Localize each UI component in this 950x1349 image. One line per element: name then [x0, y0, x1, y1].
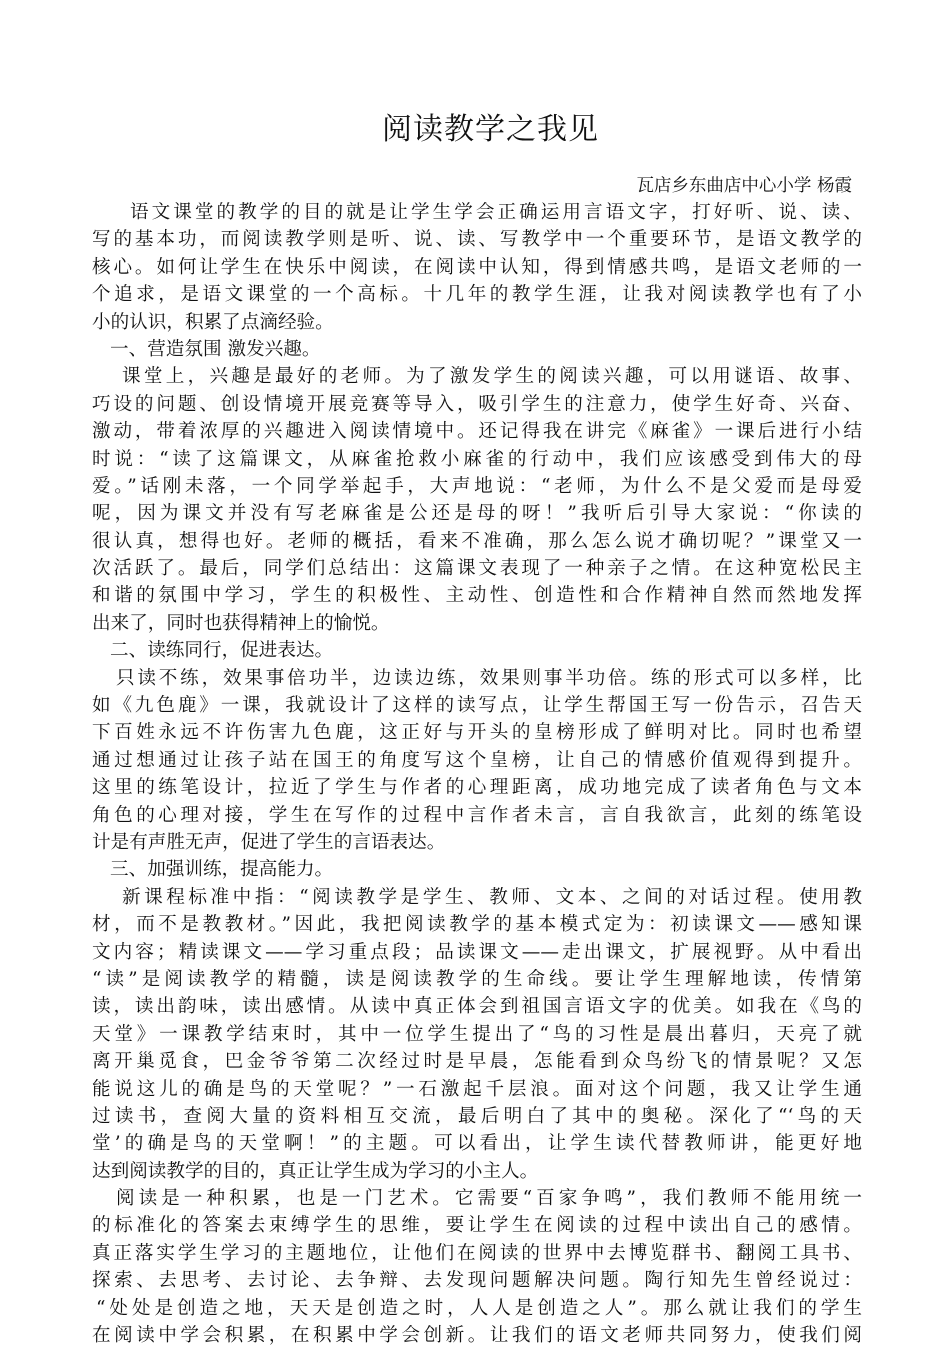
text-line: 的标准化的答案去束缚学生的思维，要让学生在阅读的过程中读出自己的感情。: [92, 1215, 862, 1237]
text-line: 过读书，查阅大量的资料相互交流，最后明白了其中的奥秘。深化了“‘鸟的天: [92, 1105, 862, 1127]
text-line: 三、加强训练，提高能力。: [110, 859, 334, 881]
document-title: 阅读教学之我见: [382, 112, 599, 147]
text-line: 计是有声胜无声，促进了学生的言语表达。: [92, 831, 446, 853]
text-line: 能说这儿的确是鸟的天堂呢？”一石激起千层浪。面对这个问题，我又让学生通: [92, 1078, 862, 1100]
text-line: 次活跃了。最后，同学们总结出：这篇课文表现了一种亲子之情。在这种宽松民主: [92, 558, 862, 580]
text-line: 堂’的确是鸟的天堂啊！”的主题。可以看出，让学生读代替教师讲，能更好地: [92, 1133, 862, 1155]
author-line: 瓦店乡东曲店中心小学 杨霞: [636, 176, 852, 196]
text-line: 文内容；精读课文——学习重点段；品读课文——走出课文，扩展视野。从中看出: [92, 941, 862, 963]
text-line: 达到阅读教学的目的，真正让学生成为学习的小主人。: [92, 1160, 539, 1182]
text-line: 二、读练同行，促进表达。: [110, 640, 334, 662]
text-line: 新课程标准中指：“阅读教学是学生、教师、文本、之间的对话过程。使用教: [122, 886, 862, 908]
document-body: [92, 199, 862, 1349]
text-line: 只读不练，效果事倍功半，边读边练，效果则事半功倍。练的形式可以多样，比: [116, 667, 862, 689]
text-line: 探索、去思考、去讨论、去争辩、去发现问题解决问题。陶行知先生曾经说过：: [92, 1270, 862, 1292]
text-line: 如《九色鹿》一课，我就设计了这样的读写点，让学生帮国王写一份告示，召告天: [92, 695, 862, 717]
text-line: 语文课堂的教学的目的就是让学生学会正确运用言语文字，打好听、说、读、: [130, 202, 862, 223]
text-line: 和谐的氛围中学习，学生的积极性、主动性、创造性和合作精神自然而然地发挥: [92, 585, 862, 607]
text-line: 在阅读中学会积累，在积累中学会创新。让我们的语文老师共同努力，使我们阅: [92, 1325, 862, 1347]
text-line: 小的认识，积累了点滴经验。: [92, 311, 334, 333]
text-line: 激动，带着浓厚的兴趣进入阅读情境中。还记得我在讲完《麻雀》一课后进行小结: [92, 421, 862, 443]
text-line: 阅读是一种积累，也是一门艺术。它需要“百家争鸣”，我们教师不能用统一: [116, 1188, 862, 1210]
text-line: 呢，因为课文并没有写老麻雀是公还是母的呀！”我听后引导大家说：“你读的: [92, 503, 862, 525]
text-line: 核心。如何让学生在快乐中阅读，在阅读中认知，得到情感共鸣，是语文老师的一: [92, 256, 862, 278]
text-line: 天堂》一课教学结束时，其中一位学生提出了“鸟的习性是晨出暮归，天亮了就: [92, 1023, 862, 1045]
text-line: 通过想通过让孩子站在国王的角度写这个皇榜，让自己的情感价值观得到提升。: [92, 749, 862, 771]
text-line: 写的基本功，而阅读教学则是听、说、读、写教学中一个重要环节，是语文教学的: [92, 229, 862, 251]
text-line: 个追求，是语文课堂的一个高标。十几年的教学生涯，让我对阅读教学也有了小: [92, 284, 862, 306]
text-line: 巧设的问题、创设情境开展竞赛等导入，吸引学生的注意力，使学生好奇、兴奋、: [92, 393, 862, 415]
text-line: 离开巢觅食，巴金爷爷第二次经过时是早晨，怎能看到众鸟纷飞的情景呢？又怎: [92, 1051, 862, 1073]
text-line: 读，读出韵味，读出感情。从读中真正体会到祖国言语文字的优美。如我在《鸟的: [92, 996, 862, 1018]
text-line: 出来了，同时也获得精神上的愉悦。: [92, 612, 390, 634]
text-line: 角色的心理对接，学生在写作的过程中言作者未言，言自我欲言，此刻的练笔设: [92, 804, 862, 826]
text-line: 材，而不是教教材。”因此，我把阅读教学的基本模式定为：初读课文——感知课: [92, 914, 862, 936]
text-line: 真正落实学生学习的主题地位，让他们在阅读的世界中去博览群书、翻阅工具书、: [92, 1242, 862, 1264]
text-line: “处处是创造之地，天天是创造之时，人人是创造之人”。那么就让我们的学生: [96, 1297, 862, 1319]
text-line: 这里的练笔设计，拉近了学生与作者的心理距离，成功地完成了读者角色与文本: [92, 777, 862, 799]
text-line: 爱。”话刚未落，一个同学举起手，大声地说：“老师，为什么不是父爱而是母爱: [92, 475, 862, 497]
text-line: “读”是阅读教学的精髓，读是阅读教学的生命线。要让学生理解地读，传情第: [92, 968, 862, 990]
text-line: 下百姓永远不许伤害九色鹿，这正好与开头的皇榜形成了鲜明对比。同时也希望: [92, 722, 862, 744]
text-line: 时说：“读了这篇课文，从麻雀抢救小麻雀的行动中，我们应该感受到伟大的母: [92, 448, 862, 470]
text-line: 很认真，想得也好。老师的概括，看来不准确，那么怎么说才确切呢？”课堂又一: [92, 530, 862, 552]
text-line: 一、营造氛围 激发兴趣。: [110, 338, 321, 360]
text-line: 课堂上，兴趣是最好的老师。为了激发学生的阅读兴趣，可以用谜语、故事、: [122, 366, 862, 388]
